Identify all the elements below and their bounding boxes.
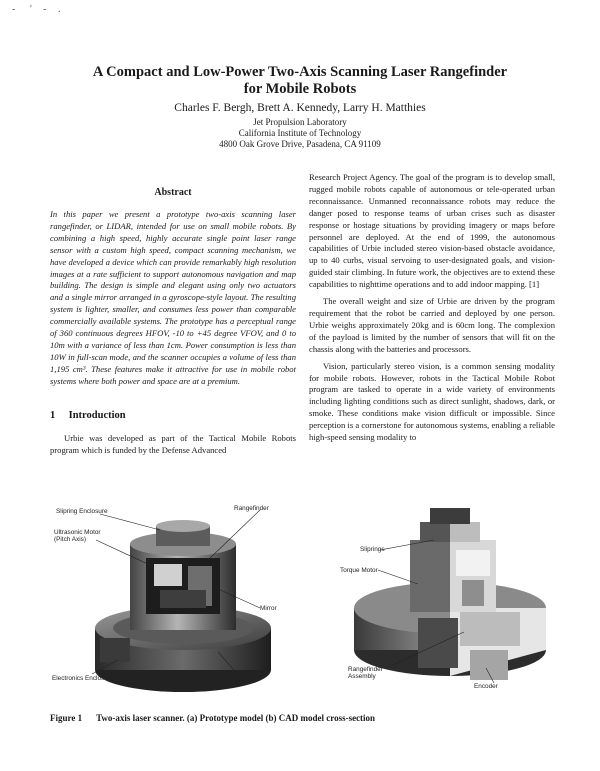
section-heading: [50, 410, 296, 421]
scan-mark: ': [30, 4, 32, 15]
caption-text: Two-axis laser scanner. (a) Prototype model (b) CAD model cross-section: [96, 713, 376, 723]
author-list: Charles F. Bergh, Brett A. Kennedy, Larry H. Matthies: [174, 102, 426, 114]
paper-title: [60, 64, 540, 98]
affiliation-institute: California Institute of Technology: [238, 128, 362, 138]
section-number: 1: [50, 409, 56, 421]
label-pitch-axis: (Pitch Axis): [54, 536, 86, 543]
label-rangefinder-assembly: Rangefinder: [348, 666, 383, 673]
section-title: Introduction: [68, 409, 126, 421]
body-paragraph-1: Research Project Agency. The goal of the program is to develop small, rugged mobile robots capable of autonomous or tele-operated urban reconnaissance. Unmanned reconnaissance robots may reduce the danger posed to response teams of urban crises such as disaster response or hostage situations by providing imagery or maps before personnel are deployed. At the end of 1999, the autonomous capabilities of Urbie included stereo vision-based obstacle avoidance, up to 40 curbs, visual servoing to user-designated goals, and vision-guided stair climbing. In future work, the objectives are to extend these capabilities to nighttime operations and to add indoor mapping. [1]: [309, 172, 555, 290]
abstract-heading: Abstract: [154, 187, 192, 198]
label-pan-axis: (Pan Axis): [224, 677, 254, 684]
label-torque-motor: Torque Motor: [340, 567, 378, 574]
label-assembly: Assembly: [348, 673, 376, 680]
intro-paragraph: Urbie was developed as part of the Tactical Mobile Robots program which is funded by the Defense Advanced: [50, 432, 296, 455]
left-column: [50, 175, 296, 456]
label-ultrasonic-motor: Ultrasonic Motor: [54, 529, 101, 536]
scan-mark: -: [12, 4, 16, 15]
abstract-text: In this paper we present a prototype two-axis scanning laser rangefinder, or LIDAR, intended for use on small mobile robots. By combining a high speed, highly accurate single point laser range sensor with a custom high speed, compact scanning mechanism, we have developed a device which can provide remarkably high resolution images at a rate sufficient to support autonomous navigation and map building. The design is simple and elegant using only two actuators and a single mirror arranged in a gyroscope-style layout. The resulting system is lighter, smaller, and consumes less power than comparable commercially available systems. The prototype has a perceptual range of 360 continuous degrees HFOV, -10 to +45 degree VFOV, and 0 to 10m with a variance of less than 1cm. Power consumption is less than 10W in full-scan mode, and the scanner occupies a volume of less than 1,195 cm³. These features make it attractive for use in mobile robot systems where both power and space are at a premium.: [50, 209, 296, 386]
body-paragraph-2: The overall weight and size of Urbie are driven by the program requirement that the robot be carried and deployed by one person. Urbie weighs approximately 20kg and is 60cm long. The complexion of the payload is limited by the number of sensors that will fit on the chassis along with the batteries and processors.: [309, 296, 555, 354]
affiliation-address: 4800 Oak Grove Drive, Pasadena, CA 91109: [219, 139, 381, 149]
scan-mark: -: [43, 4, 47, 15]
caption-label: Figure 1: [50, 713, 83, 723]
figure-prototype-photo: [48, 500, 310, 700]
body-paragraph-3: Vision, particularly stereo vision, is a common sensing modality for mobile robots. However, robots in the Tactical Mobile Robot program are tasked to operate in a wide variety of environments including lighting conditions such as direct sunlight, shadows, dark, or smoke. These conditions make vision difficult or impossible. Since perception is a cornerstone for autonomous systems, enabling a reliable high-speed sensing modality to: [309, 360, 555, 443]
figure-cad-cross-section: [310, 500, 560, 700]
figure-caption: [50, 713, 560, 723]
label-torque-motor-enclosure: Torque Motor Enclosure: [196, 670, 264, 677]
label-mirror: Mirror: [260, 605, 277, 612]
right-column: [309, 172, 555, 444]
affiliation-lab: Jet Propulsion Laboratory: [253, 117, 347, 127]
affiliation: [60, 117, 540, 150]
label-sliprings: Sliprings: [360, 546, 385, 553]
scan-mark: .: [58, 4, 61, 15]
title-line-1: A Compact and Low-Power Two-Axis Scanning Laser Rangefinder: [92, 64, 508, 80]
title-line-2: for Mobile Robots: [243, 81, 357, 97]
label-slipring-enclosure: Slipring Enclosure: [56, 508, 108, 515]
label-encoder: Encoder: [474, 683, 498, 690]
label-rangefinder: Rangefinder: [234, 505, 269, 512]
label-electronics-enclosure: Electronics Enclosure: [52, 675, 114, 682]
